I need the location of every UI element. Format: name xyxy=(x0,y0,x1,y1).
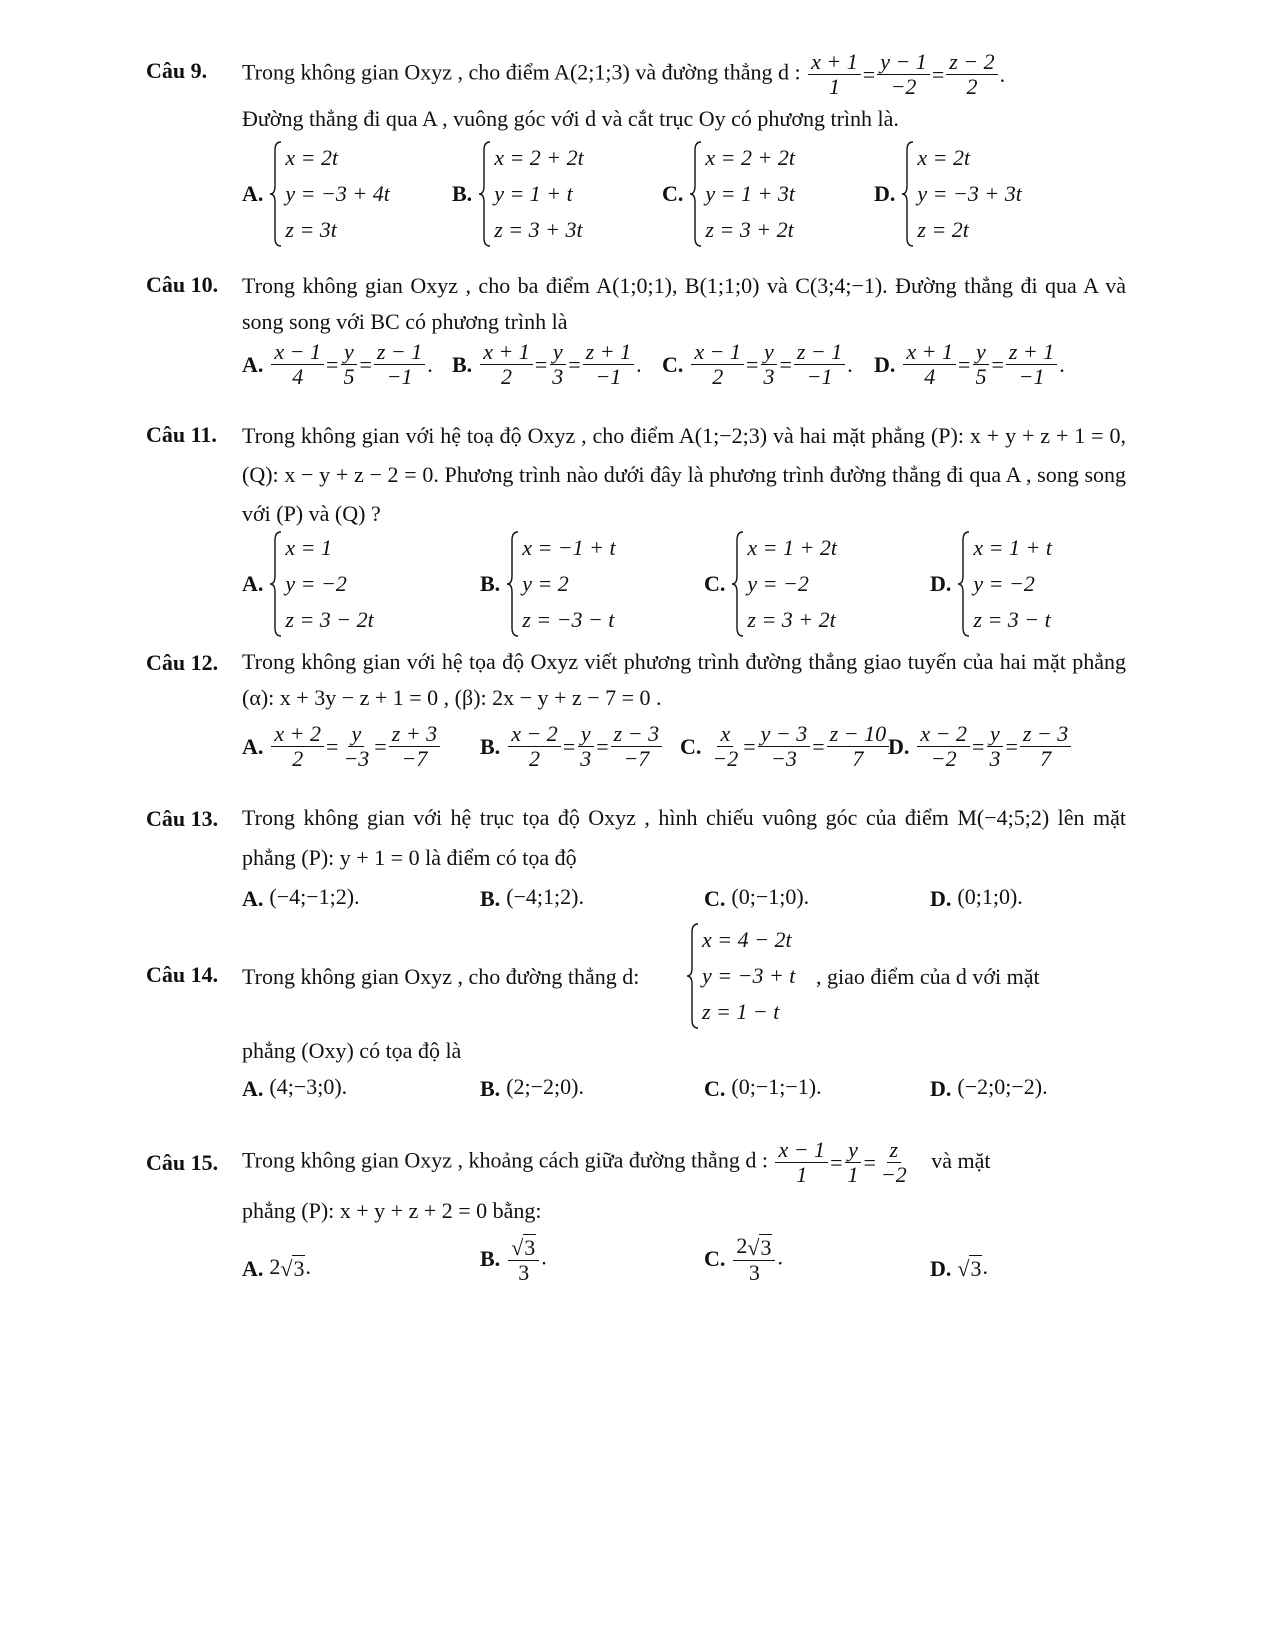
fraction-numerator: x xyxy=(717,722,733,747)
option-key: C. xyxy=(662,181,684,206)
radicand: 3 xyxy=(760,1234,772,1260)
system-row: x = 1 + t xyxy=(973,535,1052,560)
fraction-denominator: −1 xyxy=(1018,364,1045,389)
fraction-denominator: −1 xyxy=(806,364,833,389)
system-row: z = −3 − t xyxy=(522,607,615,632)
option-d xyxy=(930,884,1023,912)
fraction-numerator: x − 2 xyxy=(917,722,970,747)
punctuation: . xyxy=(636,351,642,377)
option-value: (−4;−1;2). xyxy=(269,884,360,909)
option-key: B. xyxy=(480,1075,501,1101)
option-c xyxy=(704,1234,783,1285)
fraction-numerator: y xyxy=(761,340,777,365)
option-c xyxy=(704,1074,822,1102)
fraction-denominator: 1 xyxy=(847,1162,859,1187)
fraction-denominator: −1 xyxy=(595,364,622,389)
fraction-denominator: −7 xyxy=(623,746,650,771)
fraction-denominator: 7 xyxy=(852,746,864,771)
fraction-denominator: −1 xyxy=(386,364,413,389)
system-row: x = 2 + 2t xyxy=(705,145,795,170)
option-a xyxy=(242,884,360,912)
option-key: B. xyxy=(480,571,501,596)
fraction-numerator: y xyxy=(578,722,594,747)
option-key: D. xyxy=(930,1075,952,1101)
fraction-denominator: 5 xyxy=(975,364,987,389)
punctuation: . xyxy=(427,351,433,377)
punctuation: . xyxy=(541,1244,547,1270)
question-label: Câu 12. xyxy=(146,650,219,675)
fraction-denominator: −2 xyxy=(930,746,957,771)
system-row: x = 1 + 2t xyxy=(747,535,837,560)
fraction-denominator: 3 xyxy=(763,364,775,389)
option-key: D. xyxy=(930,885,952,911)
fraction-numerator: x + 1 xyxy=(808,50,861,75)
option-b xyxy=(480,884,584,912)
fraction-numerator: y xyxy=(845,1138,861,1163)
fraction-denominator: −3 xyxy=(343,746,370,771)
option-key: D. xyxy=(874,181,896,206)
fraction-numerator: z + 3 xyxy=(389,722,440,747)
radicand: 3 xyxy=(293,1255,305,1281)
fraction-denominator: 3 xyxy=(580,746,592,771)
fraction-numerator: y xyxy=(550,340,566,365)
line-equation: $\frac{x - 1}{1}$ = $\frac{y}{1}$ = $\frac{z}{-2}$ xyxy=(773,1138,911,1187)
system-row: z = 1 − t xyxy=(702,999,780,1024)
fraction-denominator: 2 xyxy=(292,746,304,771)
punctuation: . xyxy=(1059,351,1065,377)
fraction-numerator: y − 3 xyxy=(758,722,811,747)
fraction-denominator: 5 xyxy=(343,364,355,389)
fraction-numerator: z − 2 xyxy=(946,50,997,75)
system-row: x = 2 + 2t xyxy=(494,145,584,170)
question-text-mid: , giao điểm của d với mặt xyxy=(816,964,1040,989)
option-key: A. xyxy=(242,885,264,911)
option-c xyxy=(662,140,795,248)
fraction-numerator: z − 1 xyxy=(794,340,845,365)
question-text-2: phẳng (P): x + y + z + 2 = 0 bằng: xyxy=(242,1198,542,1223)
question-text xyxy=(242,1138,991,1187)
option-value: (−4;1;2). xyxy=(506,884,584,909)
line-equation: $\frac{x + 1}{1}$ = $\frac{y - 1}{-2}$ = $\frac{z - 2}{2}$ . xyxy=(806,50,1005,99)
option-d: D. $\frac{x - 2}{-2}$ = $\frac{y}{3}$ = $\frac{z - 3}{7}$ xyxy=(888,722,1073,771)
question-label: Câu 14. xyxy=(146,962,219,987)
sqrt-symbol: √3 xyxy=(957,1255,982,1281)
option-key: A. xyxy=(242,571,264,596)
question-text-part: Trong không gian Oxyz , khoảng cách giữa đường thẳng d : xyxy=(242,1147,768,1173)
option-a xyxy=(242,140,390,248)
fraction-numerator: z − 3 xyxy=(611,722,662,747)
option-key: A. xyxy=(242,1255,264,1281)
option-key: D. xyxy=(930,571,952,596)
system-row: y = 1 + 3t xyxy=(705,181,795,206)
fraction-denominator: 4 xyxy=(292,364,304,389)
fraction-denominator: 1 xyxy=(796,1162,808,1187)
system-row: y = −3 + 4t xyxy=(285,181,390,206)
fraction-numerator: y − 1 xyxy=(877,50,930,75)
fraction-numerator: z − 10 xyxy=(827,722,889,747)
sqrt-symbol: √3 xyxy=(511,1234,536,1260)
option-a xyxy=(242,530,374,638)
fraction-numerator: z + 1 xyxy=(583,340,634,365)
option-c xyxy=(704,884,809,912)
question-label: Câu 15. xyxy=(146,1150,219,1175)
option-key: D. xyxy=(888,733,910,759)
question-label: Câu 13. xyxy=(146,806,219,831)
option-value: (2;−2;0). xyxy=(506,1074,584,1099)
fraction-numerator: y xyxy=(987,722,1003,747)
option-key: B. xyxy=(480,733,501,759)
system-row: x = −1 + t xyxy=(522,535,616,560)
option-key: B. xyxy=(452,351,473,377)
fraction-numerator: z xyxy=(887,1138,902,1163)
option-d xyxy=(874,140,1022,248)
coefficient: 2 xyxy=(736,1233,748,1258)
question-text: Trong không gian với hệ tọa độ Oxyz viết phương trình đường thẳng giao tuyến của hai mặt phẳng (α): x + 3y − z + 1 = 0 , (β): 2x − y + z − 7 = 0 . xyxy=(242,649,1126,710)
fraction-numerator: y xyxy=(348,722,364,747)
option-key: C. xyxy=(680,733,702,759)
system-row: y = 1 + t xyxy=(494,181,573,206)
option-value: (4;−3;0). xyxy=(269,1074,348,1099)
system-row: z = 3t xyxy=(285,217,337,242)
option-key: C. xyxy=(704,885,726,911)
fraction-numerator: x + 1 xyxy=(903,340,956,365)
option-value: (0;−1;0). xyxy=(731,884,810,909)
question-text-2: phẳng (Oxy) có tọa độ là xyxy=(242,1038,462,1063)
fraction-numerator: y xyxy=(341,340,357,365)
option-c: C. $\frac{x - 1}{2}$ = $\frac{y}{3}$ = $\frac{z - 1}{-1}$ . xyxy=(662,339,853,389)
option-a xyxy=(242,1074,347,1102)
question-text-part: Trong không gian Oxyz , cho điểm A(2;1;3) và đường thẳng d : xyxy=(242,59,801,85)
fraction-denominator: 2 xyxy=(966,74,978,99)
option-c xyxy=(704,530,837,638)
option-key: C. xyxy=(704,571,726,596)
option-key: A. xyxy=(242,351,264,377)
fraction-denominator: −3 xyxy=(771,746,797,771)
fraction-denominator: 4 xyxy=(924,364,936,389)
fraction-denominator: 1 xyxy=(828,74,840,99)
punctuation: . xyxy=(847,351,853,377)
fraction-denominator: −2 xyxy=(712,746,739,771)
fraction-denominator: 2 xyxy=(712,364,724,389)
fraction-denominator: 3 xyxy=(518,1259,530,1285)
fraction-numerator: x + 2 xyxy=(271,722,324,747)
option-b xyxy=(480,530,616,638)
system-row: z = 3 − t xyxy=(973,607,1051,632)
question-label: Câu 9. xyxy=(146,58,208,83)
punctuation: . xyxy=(999,61,1006,87)
option-a: A. $\frac{x - 1}{4}$ = $\frac{y}{5}$ = $\frac{z - 1}{-1}$ . xyxy=(242,339,433,389)
option-key: C. xyxy=(704,1246,726,1272)
system-row: z = 3 + 2t xyxy=(705,217,794,242)
system-row: y = −3 + t xyxy=(702,963,796,988)
option-key: C. xyxy=(704,1075,726,1101)
option-b xyxy=(480,1074,584,1102)
fraction-denominator: 2 xyxy=(529,746,540,771)
question-label: Câu 10. xyxy=(146,272,219,297)
system-row: y = −2 xyxy=(973,571,1035,596)
option-c: C. $\frac{x}{-2}$ = $\frac{y - 3}{-3}$ = $\frac{z - 10}{7}$ xyxy=(680,722,891,771)
option-key: B. xyxy=(452,181,473,206)
question-text: Trong không gian với hệ trục tọa độ Oxyz , hình chiếu vuông góc của điểm M(−4;5;2) lên mặt phẳng (P): y + 1 = 0 là điểm có tọa độ xyxy=(242,805,1126,870)
option-d xyxy=(930,1074,1048,1102)
question-text-part: và mặt xyxy=(931,1147,991,1173)
fraction-numerator: x − 2 xyxy=(508,722,561,747)
question-text: Trong không gian Oxyz , cho ba điểm A(1;0;1), B(1;1;0) và C(3;4;−1). Đường thẳng đi qua A và song song với BC có phương trình là xyxy=(242,273,1126,334)
option-a xyxy=(242,1254,311,1282)
system-row: y = −3 + 3t xyxy=(917,181,1022,206)
punctuation: . xyxy=(305,1254,311,1279)
option-value: (0;1;0). xyxy=(957,884,1023,909)
fraction-denominator: −2 xyxy=(890,74,917,99)
option-value: (−2;0;−2). xyxy=(957,1074,1048,1099)
question-text-2: Đường thẳng đi qua A , vuông góc với d và cắt trục Oy có phương trình là. xyxy=(242,106,899,131)
fraction-numerator: y xyxy=(973,340,989,365)
system-row: z = 2t xyxy=(917,217,969,242)
option-b xyxy=(480,1234,547,1285)
fraction-numerator: z − 1 xyxy=(374,340,425,365)
fraction-numerator: x − 1 xyxy=(691,340,744,365)
fraction-numerator: z − 3 xyxy=(1020,722,1071,747)
option-d xyxy=(930,530,1052,638)
option-key: B. xyxy=(480,885,501,911)
system-row: z = 3 − 2t xyxy=(285,607,374,632)
option-value: (0;−1;−1). xyxy=(731,1074,822,1099)
option-key: B. xyxy=(480,1246,501,1272)
option-key: D. xyxy=(930,1255,952,1281)
option-d: D. $\frac{x + 1}{4}$ = $\frac{y}{5}$ = $\frac{z + 1}{-1}$ . xyxy=(874,339,1065,389)
system-row: z = 3 + 3t xyxy=(494,217,583,242)
question-text: Trong không gian Oxyz , cho đường thẳng d: xyxy=(242,964,640,989)
punctuation: . xyxy=(982,1254,988,1279)
system-row: x = 1 xyxy=(285,535,333,560)
fraction-denominator: 3 xyxy=(552,364,564,389)
system-row: y = −2 xyxy=(285,571,347,596)
punctuation: . xyxy=(777,1244,783,1270)
system-row: z = 3 + 2t xyxy=(747,607,836,632)
radicand: 3 xyxy=(524,1234,536,1260)
system-row: y = −2 xyxy=(747,571,809,596)
system-row: y = 2 xyxy=(522,571,569,596)
option-key: A. xyxy=(242,1075,264,1101)
fraction-denominator: −7 xyxy=(401,746,428,771)
sqrt-symbol: √3 xyxy=(747,1234,772,1260)
option-key: C. xyxy=(662,351,684,377)
sqrt-symbol: √3 xyxy=(280,1255,305,1281)
option-key: A. xyxy=(242,181,264,206)
option-b: B. $\frac{x - 2}{2}$ = $\frac{y}{3}$ = $\frac{z - 3}{-7}$ xyxy=(480,722,664,771)
question-text: Trong không gian với hệ toạ độ Oxyz , cho điểm A(1;−2;3) và hai mặt phẳng (P): x + y + z + 1 = 0, (Q): x − y + z − 2 = 0. Phương trình nào dưới đây là phương trình đường thẳng đi qua A , song song với (P) và (Q) ? xyxy=(242,423,1126,526)
fraction-denominator: 2 xyxy=(501,364,512,389)
fraction-denominator: 7 xyxy=(1040,746,1052,771)
fraction-denominator: −2 xyxy=(880,1162,907,1187)
line-system xyxy=(686,922,795,1030)
option-b xyxy=(452,140,584,248)
question-text xyxy=(242,50,1005,99)
system-row: x = 2t xyxy=(917,145,971,170)
option-a: A. $\frac{x + 2}{2}$ = $\frac{y}{-3}$ = $\frac{z + 3}{-7}$ xyxy=(242,722,442,771)
option-key: D. xyxy=(874,351,896,377)
fraction-numerator: x − 1 xyxy=(775,1138,828,1163)
fraction-numerator: x − 1 xyxy=(271,340,324,365)
option-d xyxy=(930,1254,988,1282)
option-key: A. xyxy=(242,733,264,759)
fraction-denominator: 3 xyxy=(748,1259,760,1285)
option-b: B. $\frac{x + 1}{2}$ = $\frac{y}{3}$ = $\frac{z + 1}{-1}$ . xyxy=(452,339,642,389)
question-label: Câu 11. xyxy=(146,422,217,447)
radicand: 3 xyxy=(970,1255,982,1281)
system-row: x = 4 − 2t xyxy=(702,927,792,952)
fraction-numerator: z + 1 xyxy=(1006,340,1057,365)
coefficient: 2 xyxy=(269,1254,281,1279)
fraction-numerator: x + 1 xyxy=(480,340,533,365)
system-row: x = 2t xyxy=(285,145,339,170)
fraction-denominator: 3 xyxy=(989,746,1001,771)
